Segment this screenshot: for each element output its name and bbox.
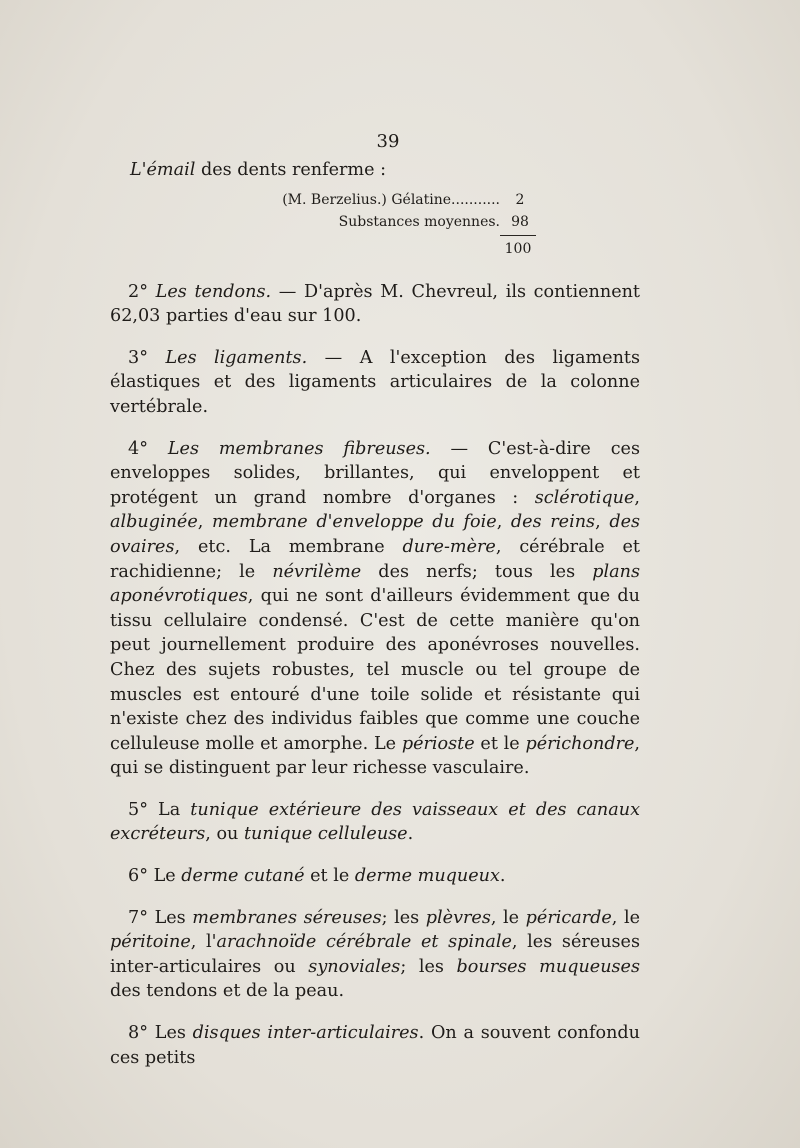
paragraph-dermis: 6° Le derme cutané et le derme muqueux. xyxy=(128,866,506,887)
page-number: 39 xyxy=(376,131,400,152)
paragraph-serous-membranes: 7° Les membranes séreuses; les plèvres, le péricarde, le péritoine, l'arachnoïde cérébrale et spinale, les séreuses inter-articulaires ou synoviales; les bourses muqueuses des tendons et de la peau. xyxy=(110,907,641,1002)
table-row-label: Substances moyennes. xyxy=(338,213,500,230)
paragraph-vessel-tunic: 5° La tunique extérieure des vaisseaux et des canaux excréteurs, ou tunique celluleuse. xyxy=(110,799,640,845)
paragraph-articular-discs: 8° Les disques inter-articulaires. On a souvent confondu ces petits xyxy=(110,1023,641,1068)
table-total-value: 100 xyxy=(504,240,532,257)
table-row-value: 98 xyxy=(511,213,529,230)
paragraph-fibrous-membranes: 4° Les membranes fibreuses. — C'est-à-dire ces enveloppes solides, brillantes, qui enveloppent et protégent un grand nombre d'organes : sclérotique, albuginée, membrane d'enveloppe du foie, des reins, des ovaires, etc. La membrane dure-mère, cérébrale et rachidienne; le névrilème des nerfs; tous les plans aponévrotiques, qui ne sont d'ailleurs évidemment que du tissu cellulaire condensé. C'est de cette manière qu'on peut journellement produire des aponévroses nouvelles. Chez des sujets robustes, tel muscle ou tel groupe de muscles est entouré d'une toile solide et résistante qui n'existe chez des individus faibles que comme une couche celluleuse molle et amorphe. Le périoste et le périchondre, qui se distinguent par leur richesse vasculaire. xyxy=(110,438,641,779)
paragraph-tendons: 2° Les tendons. — D'après M. Chevreul, ils contiennent 62,03 parties d'eau sur 100. xyxy=(110,281,641,327)
body-text xyxy=(110,158,640,1087)
table-total-row xyxy=(110,238,640,260)
enamel-term: L'émail xyxy=(130,160,196,180)
sum-rule xyxy=(500,235,536,236)
table-row-label: (M. Berzelius.) Gélatine........... xyxy=(282,191,500,208)
paragraph-ligaments: 3° Les ligaments. — A l'exception des ligaments élastiques et des ligaments articulaires de la colonne vertébrale. xyxy=(110,347,640,417)
table-row xyxy=(110,189,640,211)
table-row xyxy=(110,211,640,233)
table-row-value: 2 xyxy=(515,191,525,208)
enamel-composition-table xyxy=(110,189,640,260)
enamel-intro: L'émail des dents renferme : xyxy=(130,160,387,180)
